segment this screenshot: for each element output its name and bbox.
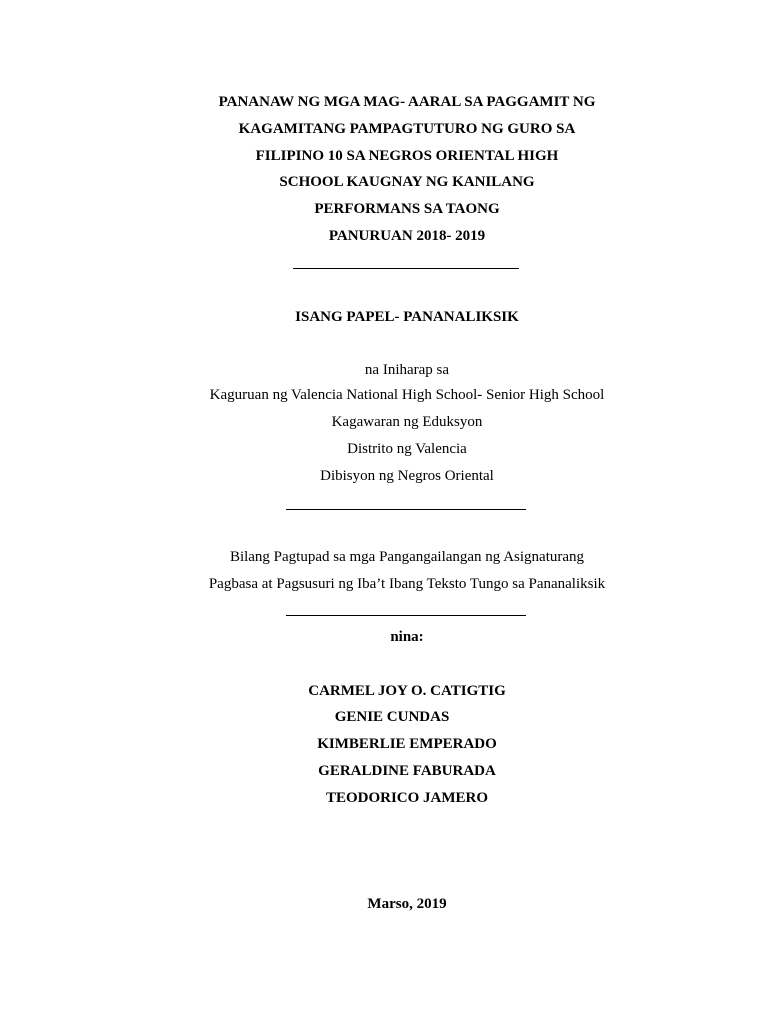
- title-line-1: PANANAW NG MGA MAG- AARAL SA PAGGAMIT NG: [218, 94, 596, 110]
- paper-type: ISANG PAPEL- PANANALIKSIK: [295, 309, 519, 325]
- presented-to-line-1: na Iniharap sa: [364, 362, 450, 378]
- author-5: TEODORICO JAMERO: [325, 790, 489, 806]
- title-line-5: PERFORMANS SA TAONG: [314, 201, 500, 217]
- authors-label: nina:: [390, 629, 424, 645]
- title-line-4: SCHOOL KAUGNAY NG KANILANG: [279, 174, 535, 190]
- requirement-line-1: Bilang Pagtupad sa mga Pangangailangan ng Asignaturang: [229, 549, 585, 565]
- divider-rule-3: [286, 615, 526, 616]
- requirement-line-2: Pagbasa at Pagsusuri ng Iba’t Ibang Teksto Tungo sa Pananaliksik: [208, 576, 606, 592]
- presented-to-line-3: Kagawaran ng Eduksyon: [331, 414, 483, 430]
- divider-rule-2: [286, 509, 526, 510]
- author-3: KIMBERLIE EMPERADO: [317, 736, 497, 752]
- presented-to-line-2: Kaguruan ng Valencia National High School- Senior High School: [209, 387, 605, 403]
- divider-rule-1: [293, 268, 519, 269]
- presented-to-line-5: Dibisyon ng Negros Oriental: [320, 468, 494, 484]
- presented-to-line-4: Distrito ng Valencia: [347, 441, 467, 457]
- title-line-6: PANURUAN 2018- 2019: [328, 228, 486, 244]
- author-2: GENIE CUNDAS: [334, 709, 450, 725]
- document-date: Marso, 2019: [367, 896, 447, 912]
- author-1: CARMEL JOY O. CATIGTIG: [308, 683, 506, 699]
- title-line-3: FILIPINO 10 SA NEGROS ORIENTAL HIGH: [255, 148, 559, 164]
- author-4: GERALDINE FABURADA: [318, 763, 496, 779]
- title-line-2: KAGAMITANG PAMPAGTUTURO NG GURO SA: [238, 121, 576, 137]
